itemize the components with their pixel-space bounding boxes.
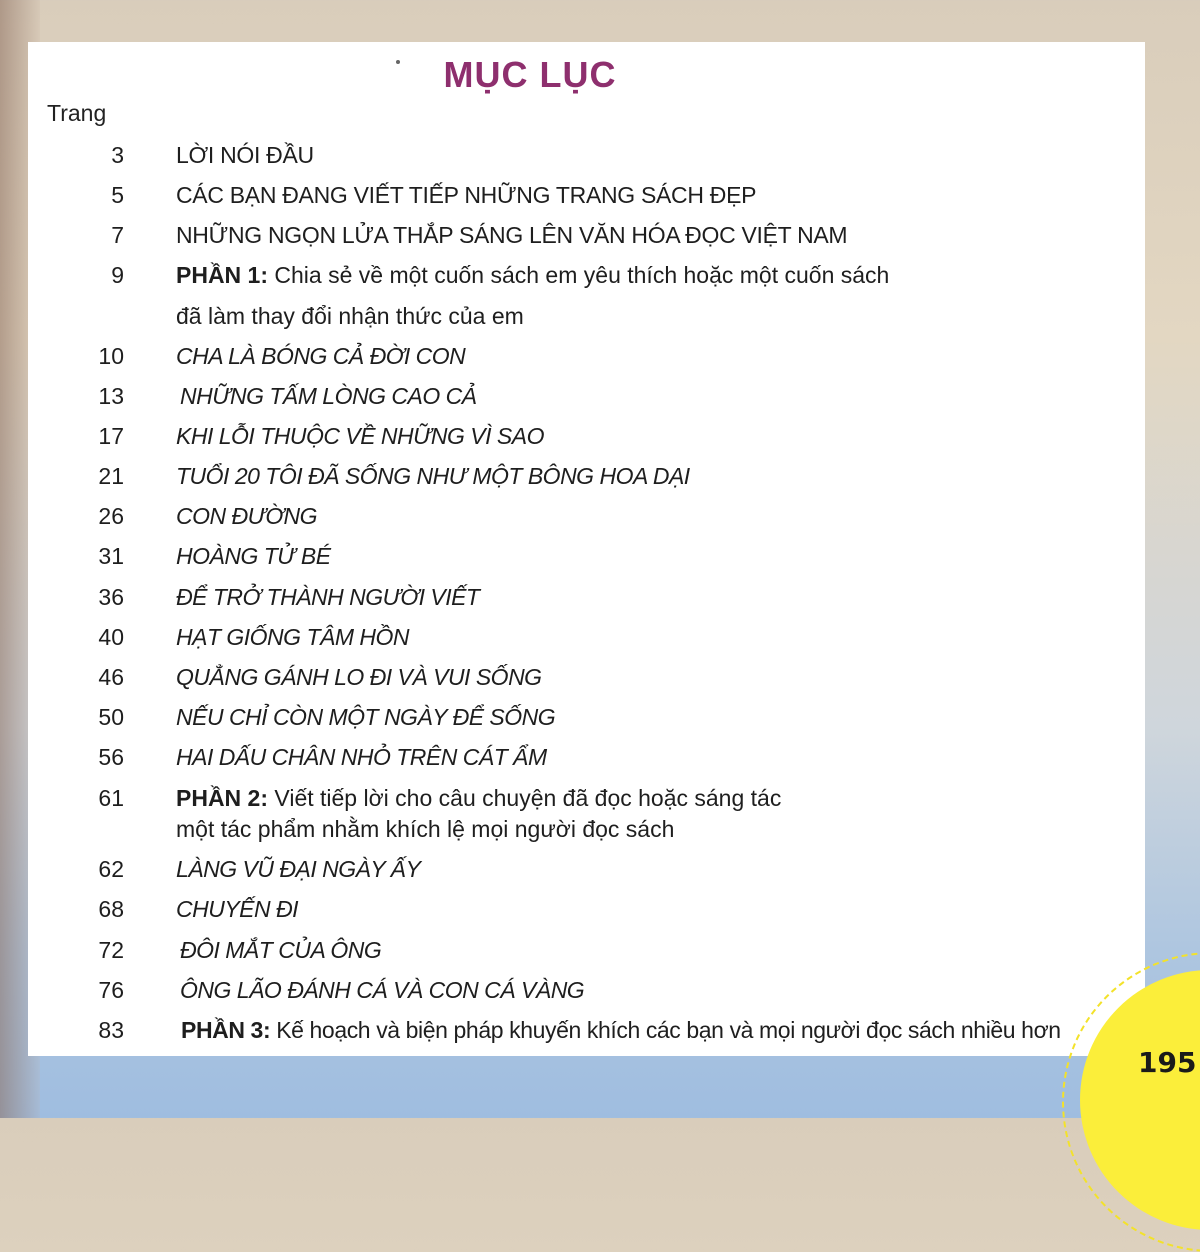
- section-text-line2: một tác phẩm nhằm khích lệ mọi người đọc sách: [176, 816, 675, 842]
- toc-title: CHA LÀ BÓNG CẢ ĐỜI CON: [176, 343, 466, 369]
- toc-title: LÀNG VŨ ĐẠI NGÀY ẤY: [176, 856, 421, 882]
- toc-title: ÔNG LÃO ĐÁNH CÁ VÀ CON CÁ VÀNG: [180, 977, 585, 1003]
- toc-page: 68: [98, 896, 124, 922]
- toc-title: CHUYẾN ĐI: [176, 896, 299, 922]
- toc-page: 17: [98, 423, 124, 449]
- toc-page: 21: [98, 463, 124, 489]
- toc-page: 26: [98, 503, 124, 529]
- section-label: PHẦN 3:: [181, 1017, 271, 1043]
- toc-page: 7: [111, 222, 124, 248]
- toc-title: QUẲNG GÁNH LO ĐI VÀ VUI SỐNG: [176, 664, 542, 690]
- toc-page: 40: [98, 624, 124, 650]
- toc-title: HOÀNG TỬ BÉ: [176, 543, 331, 569]
- toc-page: 31: [98, 543, 124, 569]
- toc-page: 76: [98, 977, 124, 1003]
- section-text-line2: đã làm thay đổi nhận thức của em: [176, 303, 524, 329]
- toc-title: HẠT GIỐNG TÂM HỒN: [176, 624, 409, 650]
- toc-title: HAI DẤU CHÂN NHỎ TRÊN CÁT ẨM: [176, 744, 547, 770]
- toc-page: 56: [98, 744, 124, 770]
- toc-title: TUỔI 20 TÔI ĐÃ SỐNG NHƯ MỘT BÔNG HOA DẠI: [176, 463, 690, 489]
- toc-title: NHỮNG TẤM LÒNG CAO CẢ: [180, 383, 477, 409]
- toc-page: 62: [98, 856, 124, 882]
- section-text: Kế hoạch và biện pháp khuyến khích các bạn và mọi người đọc sách nhiều hơn: [270, 1017, 1061, 1043]
- toc-title: NẾU CHỈ CÒN MỘT NGÀY ĐỂ SỐNG: [176, 704, 556, 730]
- page-column-label: Trang: [47, 100, 107, 126]
- toc-page: 5: [111, 182, 124, 208]
- section-label: PHẦN 2:: [176, 785, 269, 811]
- toc-section-title: [176, 784, 781, 812]
- toc-title: CÁC BẠN ĐANG VIẾT TIẾP NHỮNG TRANG SÁCH ĐẸP: [176, 182, 757, 208]
- page-title: MỤC LỤC: [443, 54, 617, 95]
- toc-page: 9: [111, 262, 124, 288]
- toc-page: 10: [98, 343, 124, 369]
- toc-section-title: [176, 261, 889, 289]
- toc-page: 61: [98, 785, 124, 811]
- toc-title: LỜI NÓI ĐẦU: [176, 142, 314, 168]
- toc-page: 13: [98, 383, 124, 409]
- toc-title: CON ĐƯỜNG: [176, 503, 318, 529]
- toc-title: KHI LỖI THUỘC VỀ NHỮNG VÌ SAO: [176, 423, 544, 449]
- toc-page: 36: [98, 584, 124, 610]
- toc-title: NHỮNG NGỌN LỬA THẮP SÁNG LÊN VĂN HÓA ĐỌC VIỆT NAM: [176, 222, 848, 248]
- toc-page: 50: [98, 704, 124, 730]
- toc-section-title: [181, 1016, 1061, 1044]
- toc-title: ĐỂ TRỞ THÀNH NGƯỜI VIẾT: [176, 584, 480, 610]
- section-label: PHẦN 1:: [176, 262, 269, 288]
- toc-page: 46: [98, 664, 124, 690]
- toc-page: 3: [111, 142, 124, 168]
- toc-page: 83: [98, 1017, 124, 1043]
- section-text: Viết tiếp lời cho câu chuyện đã đọc hoặc sáng tác: [268, 785, 782, 811]
- toc-title: ĐÔI MẮT CỦA ÔNG: [180, 937, 382, 963]
- section-text: Chia sẻ về một cuốn sách em yêu thích hoặc một cuốn sách: [268, 262, 890, 288]
- toc-page: 72: [98, 937, 124, 963]
- page-number: 195: [1138, 1046, 1197, 1079]
